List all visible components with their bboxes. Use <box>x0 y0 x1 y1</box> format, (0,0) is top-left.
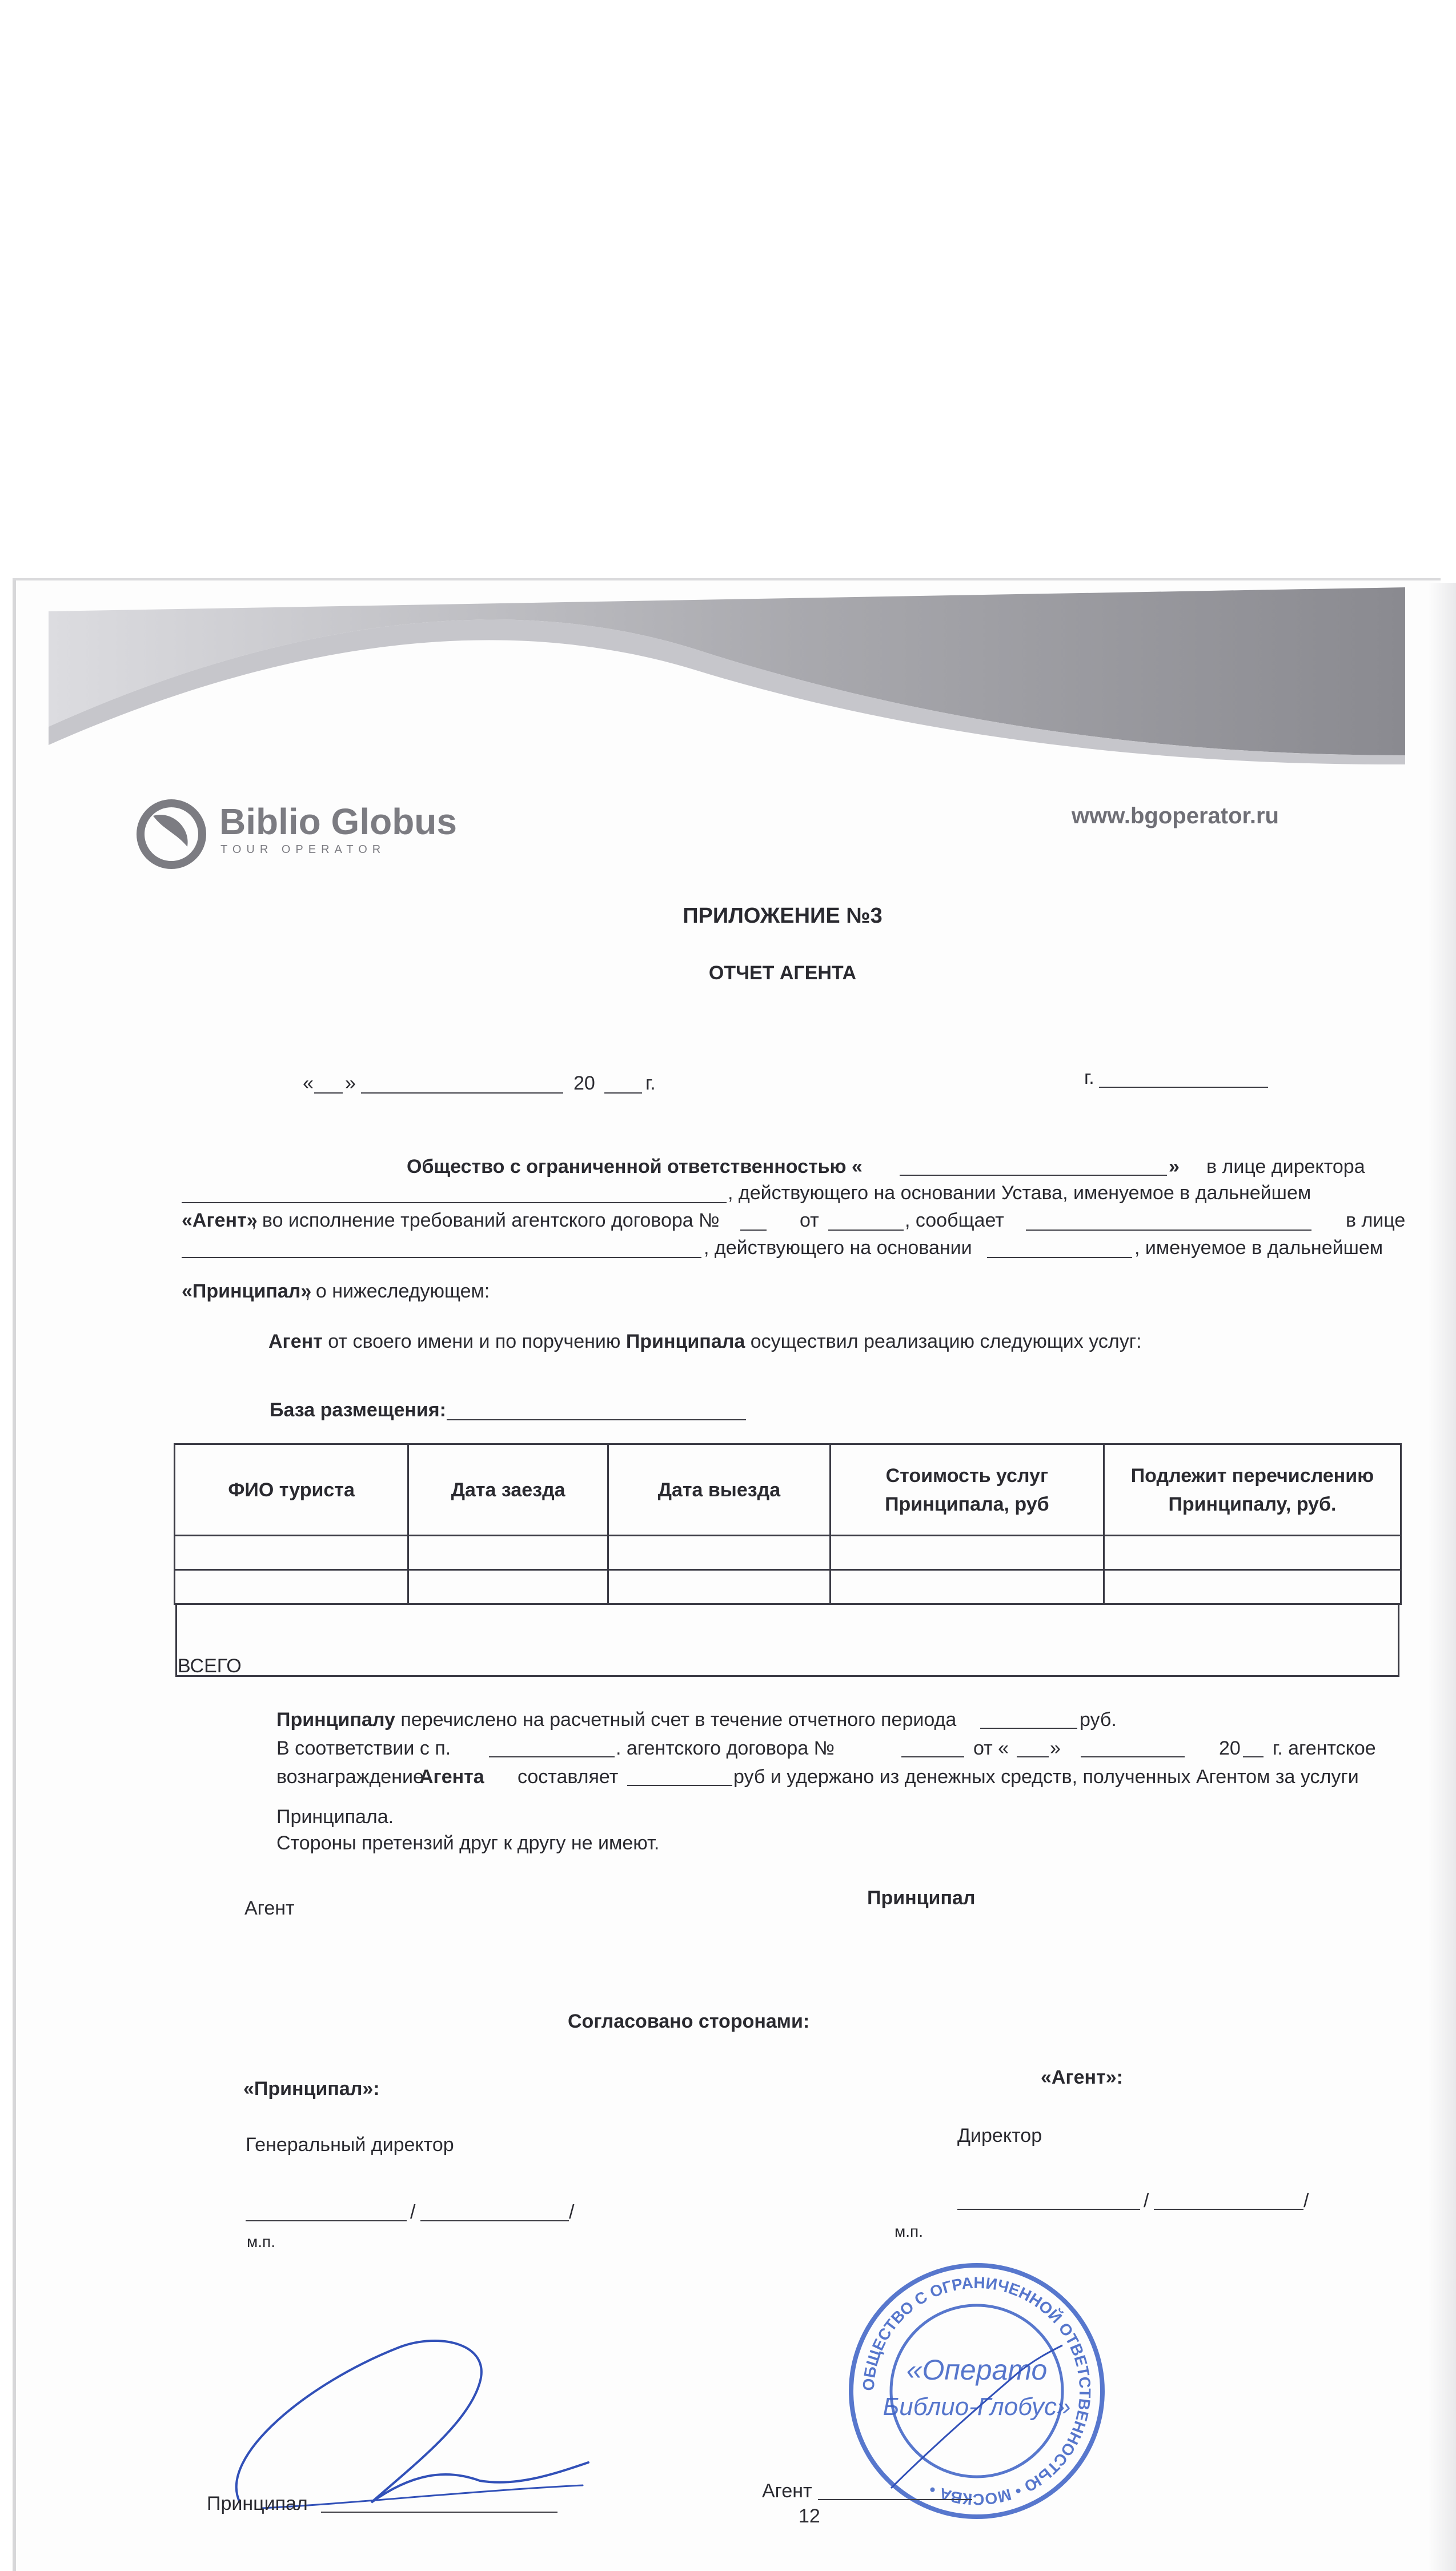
basis-blank <box>987 1257 1132 1258</box>
header-payable: Подлежит перечислению Принципалу, руб. <box>1104 1444 1401 1536</box>
stamp-center-line2: Библио-Глобус» <box>883 2393 1071 2421</box>
agreed-agent-label: «Агент»: <box>1041 2067 1123 2088</box>
clause-agent-fee: г. агентское <box>1273 1737 1376 1759</box>
website-link[interactable]: www.bgoperator.ru <box>1072 803 1279 828</box>
svg-text:ОБЩЕСТВО С ОГРАНИЧЕННОЙ ОТВЕТС <box>860 2274 1094 2508</box>
intro-p1: в лице директора <box>1206 1156 1365 1178</box>
principal-slash-end: / <box>569 2201 575 2223</box>
table-cell <box>830 1570 1104 1604</box>
table-cell <box>408 1536 608 1570</box>
page-number: 12 <box>799 2505 820 2527</box>
agreed-title: Согласовано сторонами: <box>568 2011 810 2032</box>
accommodation-blank <box>447 1419 746 1420</box>
fee-amount-blank <box>627 1785 732 1786</box>
paid-amount-blank <box>980 1728 1077 1729</box>
party-principal: Принципал <box>867 1887 976 1909</box>
sheet-left-edge <box>13 578 16 2571</box>
fee-agent: Агента <box>419 1766 484 1788</box>
stamp-ring-text: ОБЩЕСТВО С ОГРАНИЧЕННОЙ ОТВЕТСТВЕННОСТЬЮ • МОСКВА • <box>859 2273 1094 2509</box>
intro-p5: , о нижеследующем: <box>305 1280 490 1302</box>
clause-quote-close: » <box>1050 1737 1061 1759</box>
table-cell <box>1104 1570 1401 1604</box>
paid-line <box>276 1708 956 1731</box>
services-table <box>174 1443 1402 1605</box>
clause-contract: . агентского договора № <box>616 1737 835 1759</box>
date-open-quote: « <box>303 1072 314 1094</box>
principal-slash: / <box>410 2201 416 2223</box>
paid-currency: руб. <box>1080 1709 1117 1731</box>
agreed-principal-label: «Принципал»: <box>243 2078 380 2100</box>
clause-month-blank <box>1081 1756 1185 1757</box>
brand-name: Biblio Globus <box>219 801 457 842</box>
intro-p4: , действующего на основании <box>704 1237 972 1259</box>
accommodation-label: База размещения: <box>270 1399 446 1421</box>
intro-p4b: , именуемое в дальнейшем <box>1134 1237 1383 1259</box>
principal-signature-blank <box>246 2220 407 2221</box>
table-row <box>175 1570 1401 1604</box>
principal-name-blank <box>1026 1230 1311 1231</box>
statement-principal: Принципала <box>625 1331 745 1352</box>
day-blank <box>314 1092 343 1094</box>
table-total-row <box>175 1603 1399 1677</box>
statement-agent: Агент <box>268 1331 323 1352</box>
table-cell <box>408 1570 608 1604</box>
year-suffix: г. <box>645 1072 656 1094</box>
table-cell <box>175 1570 408 1604</box>
sheet-right-shadow <box>1428 583 1456 2571</box>
table-cell <box>175 1536 408 1570</box>
brand-subtitle: TOUR OPERATOR <box>220 843 386 856</box>
table-row <box>175 1536 1401 1570</box>
agent-mp: м.п. <box>895 2222 923 2240</box>
date-close-quote: » <box>345 1072 356 1094</box>
clause-day-blank <box>1017 1756 1049 1757</box>
no-claims: Стороны претензий друг к другу не имеют. <box>276 1832 660 1854</box>
city-prefix: г. <box>1084 1067 1094 1088</box>
agent-slash: / <box>1144 2190 1149 2212</box>
director-name-blank <box>182 1202 727 1203</box>
header-service-cost: Стоимость услуг Принципала, руб <box>830 1444 1104 1536</box>
intro-p3b: от <box>800 1210 819 1231</box>
header-tourist-name: ФИО туриста <box>175 1444 408 1536</box>
clause-number-blank <box>489 1756 615 1757</box>
footer-principal: Принципал <box>207 2493 308 2514</box>
principal-role: Генеральный директор <box>246 2134 454 2156</box>
clause-year-blank <box>1243 1756 1264 1757</box>
clause-from: от « <box>973 1737 1009 1759</box>
contract-number-blank <box>740 1230 767 1231</box>
paid-principal: Принципалу <box>276 1709 395 1731</box>
header-check-in: Дата заезда <box>408 1444 608 1536</box>
clause-prefix: В соответствии с п. <box>276 1737 451 1759</box>
footer-agent: Агент <box>762 2480 812 2502</box>
table-cell <box>1104 1536 1401 1570</box>
table-total-label: ВСЕГО <box>178 1655 242 1677</box>
intro-p3: , во исполнение требований агентского договора № <box>251 1210 720 1231</box>
fee-principal: Принципала. <box>276 1806 394 1828</box>
statement-mid: от своего имени и по поручению <box>328 1331 621 1352</box>
agent-slash-end: / <box>1303 2190 1309 2212</box>
org-name-blank <box>900 1175 1167 1176</box>
clause-year-prefix: 20 <box>1219 1737 1241 1759</box>
handwritten-signature-icon <box>228 2331 600 2520</box>
document-subtitle: ОТЧЕТ АГЕНТА <box>708 962 857 984</box>
table-cell <box>608 1536 831 1570</box>
intro-p3c: , сообщает <box>905 1210 1004 1231</box>
year-blank <box>604 1092 642 1094</box>
fee-line-start: вознаграждение <box>276 1766 424 1788</box>
intro-p2: , действующего на основании Устава, именуемое в дальнейшем <box>728 1182 1311 1204</box>
table-header-row <box>175 1444 1401 1536</box>
party-agent: Агент <box>244 1897 295 1919</box>
fee-line-end: руб и удержано из денежных средств, полученных Агентом за услуги <box>733 1766 1359 1788</box>
stamp-center-line1: «Операто <box>906 2354 1048 2386</box>
fee-amount-text: составляет <box>518 1766 619 1788</box>
intro-agent: «Агент» <box>182 1210 258 1231</box>
agent-signature-blank <box>957 2209 1140 2210</box>
contract-date-blank <box>828 1230 904 1231</box>
footer-agent-line <box>818 2499 972 2500</box>
intro-org-close: » <box>1169 1156 1180 1178</box>
year-prefix: 20 <box>573 1072 595 1094</box>
table-cell <box>608 1570 831 1604</box>
statement-end: осуществил реализацию следующих услуг: <box>750 1331 1142 1352</box>
footer-principal-line <box>321 2512 557 2513</box>
table-cell <box>830 1536 1104 1570</box>
principal-mp: м.п. <box>247 2233 275 2250</box>
agent-name-line <box>1154 2209 1303 2210</box>
principal-name-line <box>420 2220 569 2221</box>
city-blank <box>1099 1087 1268 1088</box>
intro-principal: «Принципал» <box>182 1280 312 1302</box>
sheet-top-edge <box>13 578 1441 580</box>
month-blank <box>361 1092 563 1094</box>
agent-role: Директор <box>957 2125 1042 2146</box>
header-wave-banner <box>49 584 1405 772</box>
paid-text: перечислено на расчетный счет в течение отчетного периода <box>400 1709 957 1731</box>
principal-rep-blank <box>182 1257 701 1258</box>
intro-p3d: в лице <box>1346 1210 1406 1231</box>
statement-line <box>268 1330 1142 1353</box>
biblio-globus-logo-icon <box>136 799 207 870</box>
contract-no-blank <box>901 1756 964 1757</box>
company-stamp-icon <box>845 2260 1108 2522</box>
document-title: ПРИЛОЖЕНИЕ №3 <box>683 904 883 928</box>
intro-org: Общество с ограниченной ответственностью « <box>407 1156 863 1178</box>
header-check-out: Дата выезда <box>608 1444 831 1536</box>
